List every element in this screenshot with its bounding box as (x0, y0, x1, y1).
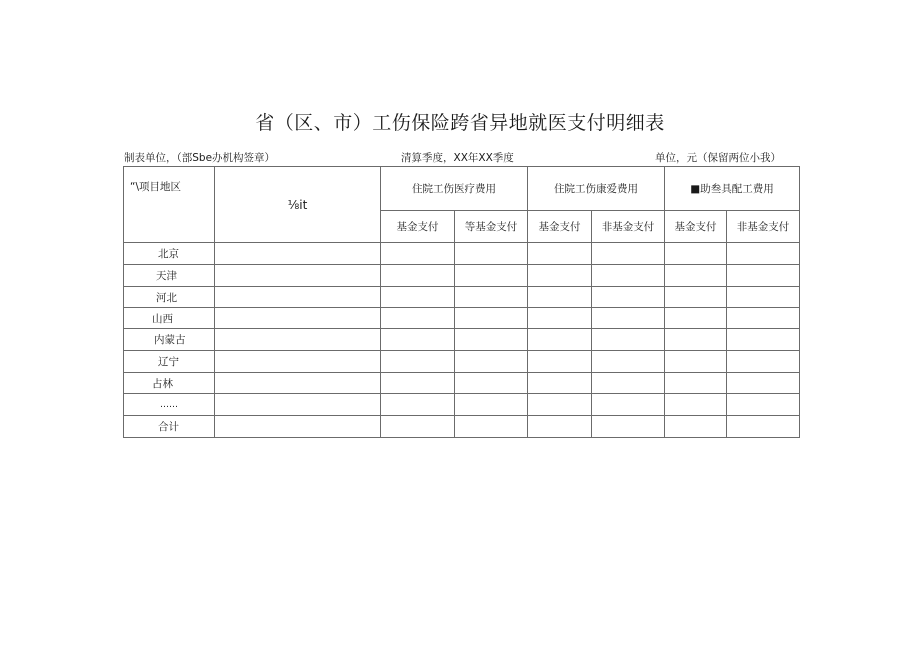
subheader-label: 非基金支付 (736, 221, 790, 233)
subheader-cell (455, 211, 528, 243)
data-cell (665, 373, 727, 394)
data-cell (455, 265, 528, 287)
table-row (124, 329, 800, 351)
data-cell (455, 243, 528, 265)
subheader-cell (381, 211, 455, 243)
data-cell (215, 265, 381, 287)
data-cell (215, 351, 381, 373)
region-cell: 内蒙古 (124, 329, 215, 351)
data-cell (592, 265, 665, 287)
data-cell (215, 287, 381, 308)
data-cell (592, 329, 665, 351)
data-cell (727, 394, 800, 416)
group-header-assistive (665, 167, 800, 211)
data-cell (528, 308, 592, 329)
data-cell (665, 329, 727, 351)
data-cell (528, 287, 592, 308)
data-cell (215, 243, 381, 265)
group-header-label: ■助叁具配工费用 (690, 183, 774, 195)
data-cell (215, 308, 381, 329)
data-cell (528, 394, 592, 416)
data-cell (665, 416, 727, 438)
subheader-label: 非基金支付 (601, 221, 655, 233)
data-cell (592, 308, 665, 329)
data-cell (665, 243, 727, 265)
group-header-medical (381, 167, 528, 211)
subheader-cell (528, 211, 592, 243)
table-row (124, 394, 800, 416)
data-cell (455, 308, 528, 329)
data-cell (727, 373, 800, 394)
data-cell (665, 265, 727, 287)
data-cell (455, 394, 528, 416)
data-cell (592, 394, 665, 416)
data-cell (727, 265, 800, 287)
data-cell (381, 308, 455, 329)
group-header-rehab (528, 167, 665, 211)
data-cell (381, 351, 455, 373)
corner-header-cell (124, 167, 215, 243)
data-cell (727, 308, 800, 329)
data-cell (727, 243, 800, 265)
group-header-label: 住院工伤医疗费用 (412, 183, 496, 195)
data-cell (528, 373, 592, 394)
region-cell: 山西 (124, 308, 215, 329)
data-cell (455, 373, 528, 394)
region-cell: …… (124, 394, 215, 416)
data-cell (381, 416, 455, 438)
total-header-label: ⅛it (287, 197, 308, 212)
subheader-label: 基金支付 (396, 221, 439, 233)
data-cell (381, 265, 455, 287)
region-cell: 河北 (124, 287, 215, 308)
data-cell (455, 329, 528, 351)
data-cell (215, 394, 381, 416)
region-cell: 辽宁 (124, 351, 215, 373)
data-cell (381, 243, 455, 265)
region-cell: 合计 (124, 416, 215, 438)
table-row (124, 351, 800, 373)
data-cell (455, 287, 528, 308)
data-cell (665, 287, 727, 308)
table-row (124, 308, 800, 329)
group-header-label: 住院工伤康爱费用 (554, 183, 638, 195)
table-row (124, 287, 800, 308)
data-cell (592, 416, 665, 438)
data-cell (528, 416, 592, 438)
data-cell (528, 265, 592, 287)
currency-unit-label: 单位，元（保留两位小我） (655, 152, 781, 164)
subheader-cell (727, 211, 800, 243)
table-row (124, 265, 800, 287)
data-cell (592, 351, 665, 373)
total-header-cell (215, 167, 381, 243)
data-cell (592, 243, 665, 265)
table-row (124, 243, 800, 265)
data-cell (215, 329, 381, 351)
region-cell: 北京 (124, 243, 215, 265)
preparing-unit-label: 制表单位，（部Sbe办机构签章） (124, 152, 276, 164)
data-cell (381, 329, 455, 351)
data-cell (215, 416, 381, 438)
data-cell (727, 329, 800, 351)
data-cell (592, 287, 665, 308)
subheader-label: 基金支付 (674, 221, 717, 233)
settlement-period-label: 清算季度，XX年XX季度 (401, 152, 514, 164)
table-row (124, 373, 800, 394)
subheader-label: 基金支付 (538, 221, 581, 233)
data-cell (528, 243, 592, 265)
corner-header-label: “\项目地区 (130, 181, 181, 193)
data-cell (727, 416, 800, 438)
data-cell (455, 416, 528, 438)
data-cell (665, 351, 727, 373)
data-cell (727, 351, 800, 373)
data-cell (528, 329, 592, 351)
table-title: 省（区、市）工伤保险跨省异地就医支付明细表 (255, 112, 665, 134)
data-cell (665, 308, 727, 329)
subheader-label: 等基金支付 (464, 221, 518, 233)
subheader-cell (665, 211, 727, 243)
data-cell (455, 351, 528, 373)
table-row-total (124, 416, 800, 438)
region-cell: 占林 (124, 373, 215, 394)
data-cell (528, 351, 592, 373)
data-cell (381, 287, 455, 308)
header-row-groups (124, 167, 800, 211)
subheader-cell (592, 211, 665, 243)
data-cell (727, 287, 800, 308)
data-cell (381, 373, 455, 394)
data-cell (592, 373, 665, 394)
payment-detail-table (123, 166, 800, 438)
data-cell (665, 394, 727, 416)
data-cell (381, 394, 455, 416)
region-cell: 天津 (124, 265, 215, 287)
data-cell (215, 373, 381, 394)
